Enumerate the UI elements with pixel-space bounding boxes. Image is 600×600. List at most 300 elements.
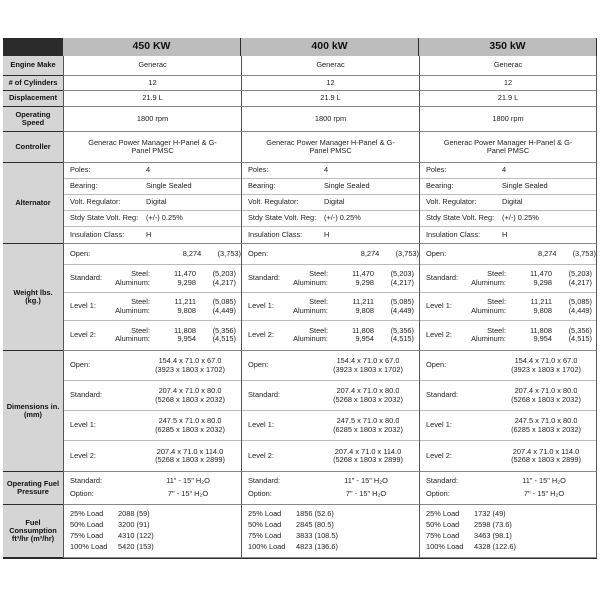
displacement-cell: 21.9 L [63, 91, 241, 107]
dimension-item [64, 381, 241, 411]
weight-lbs: 11,470 [351, 270, 374, 279]
weight-material-label: Aluminum: [115, 306, 150, 315]
weight-kg: (5,085) [212, 298, 236, 307]
weight-material-label: Aluminum: [471, 335, 506, 343]
weight-material-label: Steel: [487, 326, 506, 335]
fuel-consumption-cell [241, 505, 419, 558]
alternator-item [420, 195, 596, 211]
controller-cell [63, 132, 241, 163]
alternator-item [420, 227, 596, 243]
dimension-item [420, 441, 596, 471]
dimension-item [242, 411, 419, 441]
dimension-values [320, 357, 416, 374]
weight-values [466, 298, 592, 315]
alternator-cell [419, 163, 597, 244]
alternator-item-label: Stdy State Volt. Reg: [70, 214, 139, 223]
weight-line [110, 327, 236, 335]
fuel-consumption-cell [63, 505, 241, 558]
weight-lbs: 11,470 [173, 270, 196, 279]
fuel-consumption-item [420, 542, 596, 553]
cylinders-cell: 12 [241, 76, 419, 91]
alternator-item [64, 163, 241, 179]
weight-open [64, 245, 241, 265]
load-label: 75% Load [426, 532, 460, 541]
fuel-pressure-list [420, 475, 596, 501]
dimensions-cell [63, 351, 241, 472]
consumption-value: 4823 (136.6) [296, 543, 338, 552]
weight-lbs: 8,274 [537, 250, 557, 259]
dimensions-list [242, 351, 419, 471]
weight-material-label: Steel: [131, 270, 150, 279]
fuel-pressure-value: 11" - 15" H₂O [522, 477, 566, 486]
alternator-item-label: Volt. Regulator: [426, 198, 477, 207]
fuel-consumption-item [420, 520, 596, 531]
dimension-values [142, 387, 238, 404]
consumption-value: 3463 (98.1) [474, 532, 512, 541]
fuel-pressure-label: Standard: [248, 477, 281, 486]
alternator-item-value: 4 [146, 166, 151, 175]
weight-line [466, 298, 592, 306]
weight-lbs: 9,954 [533, 335, 552, 343]
weight-values [288, 327, 414, 344]
fuel-pressure-item [64, 488, 241, 501]
alternator-item-label: Volt. Regulator: [70, 198, 121, 207]
operating-speed-cell: 1800 rpm [241, 107, 419, 132]
weight-kg: (5,203) [390, 270, 414, 279]
controller-row [3, 132, 597, 163]
weight-values [288, 270, 414, 287]
weight-values [288, 298, 414, 315]
weight-lbs: 9,808 [533, 306, 552, 315]
dimension-in: 207.4 x 71.0 x 80.0 [514, 387, 578, 396]
dimension-mm: (5268 x 1803 x 2899) [155, 456, 225, 464]
fuel-pressure-value: 7" - 15" H₂O [345, 490, 387, 499]
alternator-item [64, 211, 241, 227]
weight-kg: (3,753) [572, 250, 596, 259]
dimension-in: 247.5 x 71.0 x 80.0 [336, 417, 400, 426]
weight-line [110, 307, 236, 315]
dimension-values [142, 417, 238, 434]
weight-material-label: Steel: [487, 298, 506, 307]
controller-value: Generac Power Manager H-Panel & G-Panel PMSC [88, 137, 217, 155]
dimension-item [420, 351, 596, 381]
alternator-item-value: Digital [502, 198, 523, 207]
alternator-item-label: Insulation Class: [70, 230, 125, 239]
load-label: 50% Load [426, 521, 460, 530]
weight-line [110, 279, 236, 287]
weight-lbs: 11,808 [351, 326, 374, 335]
weight-open [420, 245, 596, 265]
alternator-item-label: Volt. Regulator: [248, 198, 299, 207]
alternator-item-value: H [324, 230, 330, 239]
dimension-values [142, 357, 238, 374]
weight-level2 [420, 321, 596, 349]
fuel-pressure-label: Operating Fuel Pressure [3, 472, 63, 505]
weight-material-label: Steel: [487, 270, 506, 279]
weight-line [288, 327, 414, 335]
weight-line [288, 270, 414, 278]
fuel-pressure-row [3, 472, 597, 505]
dimension-in: 154.4 x 71.0 x 67.0 [336, 357, 400, 366]
fuel-pressure-item [420, 475, 596, 488]
fuel-pressure-item [64, 475, 241, 488]
dimensions-row [3, 351, 597, 472]
alternator-item-value: H [146, 230, 152, 239]
fuel-consumption-row [3, 505, 597, 558]
weight-kg: (4,515) [390, 335, 414, 343]
weight-list [420, 245, 596, 349]
fuel-pressure-list [242, 475, 419, 501]
weight-material-label: Aluminum: [471, 278, 506, 287]
dimension-mm: (6285 x 1803 x 2032) [333, 425, 403, 434]
fuel-consumption-list [242, 509, 419, 553]
alternator-item-label: Poles: [426, 166, 447, 175]
dimension-values [498, 417, 594, 434]
weight-line [288, 298, 414, 306]
fuel-pressure-label: Option: [70, 490, 94, 499]
alternator-item [64, 195, 241, 211]
dimension-item [242, 441, 419, 471]
load-label: 75% Load [248, 532, 282, 541]
engine-make-cell: Generac [241, 56, 419, 76]
dimension-item [420, 411, 596, 441]
alternator-item-value: Single Sealed [146, 182, 192, 191]
dimension-label: Level 1: [426, 421, 452, 430]
dimension-values [320, 448, 416, 465]
alternator-row [3, 163, 597, 244]
alternator-item [420, 163, 596, 179]
fuel-consumption-item [420, 531, 596, 542]
alternator-item-label: Bearing: [70, 182, 98, 191]
weight-material-label: Aluminum: [471, 306, 506, 315]
weight-line [466, 327, 592, 335]
alternator-item-label: Stdy State Volt. Reg: [426, 214, 495, 223]
weight-kg: (4,449) [568, 306, 592, 315]
dimension-label: Standard: [248, 391, 281, 400]
weight-values [466, 327, 592, 344]
alternator-item-label: Poles: [248, 166, 269, 175]
alternator-item [242, 227, 419, 243]
dimensions-list [420, 351, 596, 471]
fuel-pressure-value: 7" - 15" H₂O [167, 490, 209, 499]
dimension-item [242, 351, 419, 381]
alternator-item-value: 4 [324, 166, 329, 175]
dimension-item [64, 411, 241, 441]
fuel-consumption-list [64, 509, 241, 553]
operating-speed-cell: 1800 rpm [63, 107, 241, 132]
displacement-cell: 21.9 L [419, 91, 597, 107]
weight-line [466, 279, 592, 287]
weight-line [288, 335, 414, 343]
dimension-in: 247.5 x 71.0 x 80.0 [158, 417, 222, 426]
fuel-pressure-item [420, 488, 596, 501]
fuel-pressure-list [64, 475, 241, 501]
fuel-pressure-item [242, 475, 419, 488]
alternator-item [64, 227, 241, 243]
alternator-item-label: Poles: [70, 166, 91, 175]
weight-kg: (4,217) [212, 278, 236, 287]
weight-level-label: Standard: [70, 274, 103, 283]
dimensions-cell [419, 351, 597, 472]
cylinders-row [3, 76, 597, 91]
alternator-item-value: 4 [502, 166, 507, 175]
consumption-value: 4328 (122.6) [474, 543, 516, 552]
dimension-label: Level 2: [248, 451, 274, 460]
load-label: 100% Load [426, 543, 464, 552]
weight-lbs: 9,298 [533, 278, 552, 287]
weight-kg: (4,449) [212, 306, 236, 315]
weight-level-label: Level 2: [426, 330, 452, 339]
alternator-item [242, 211, 419, 227]
alternator-item-value: H [502, 230, 508, 239]
weight-line [466, 335, 592, 343]
weight-level-label: Standard: [248, 274, 281, 283]
dimension-in: 154.4 x 71.0 x 67.0 [158, 357, 222, 366]
weight-level-label: Standard: [426, 274, 459, 283]
alternator-item [242, 195, 419, 211]
dimension-mm: (3923 x 1803 x 1702) [333, 365, 403, 374]
dimension-in: 207.4 x 71.0 x 114.0 [156, 447, 224, 456]
consumption-value: 4310 (122) [118, 532, 154, 541]
consumption-value: 2598 (73.6) [474, 521, 512, 530]
dimension-in: 247.5 x 71.0 x 80.0 [514, 417, 578, 426]
weight-cell [63, 244, 241, 351]
load-label: 25% Load [248, 510, 282, 519]
load-label: 50% Load [248, 521, 282, 530]
alternator-item-value: (+/-) 0.25% [146, 214, 183, 223]
dimension-label: Standard: [426, 391, 459, 400]
cylinders-cell: 12 [63, 76, 241, 91]
weight-kg: (4,449) [390, 306, 414, 315]
dimension-label: Level 2: [70, 451, 96, 460]
weight-level-label: Level 2: [248, 330, 274, 339]
alternator-item-label: Insulation Class: [248, 230, 303, 239]
weight-lbs: 11,808 [529, 326, 552, 335]
fuel-consumption-item [242, 531, 419, 542]
weight-line [466, 307, 592, 315]
dimension-in: 207.4 x 71.0 x 114.0 [512, 447, 580, 456]
model-header: 350 kW [419, 38, 597, 56]
dimension-in: 154.4 x 71.0 x 67.0 [514, 357, 578, 366]
weight-cell [241, 244, 419, 351]
controller-cell [241, 132, 419, 163]
weight-kg: (4,217) [390, 278, 414, 287]
controller-value: Generac Power Manager H-Panel & G-Panel PMSC [443, 137, 573, 155]
controller-value: Generac Power Manager H-Panel & G-Panel PMSC [266, 137, 395, 155]
alternator-list [242, 163, 419, 243]
alternator-item [242, 179, 419, 195]
weight-list [242, 245, 419, 349]
weight-level1 [420, 293, 596, 321]
weight-lbs: 8,274 [360, 250, 380, 259]
weight-open-label: Open: [426, 250, 447, 259]
weight-standard [64, 265, 241, 293]
model-header: 400 kW [241, 38, 419, 56]
weight-material-label: Steel: [309, 270, 328, 279]
dimension-label: Standard: [70, 391, 103, 400]
dimension-item [420, 381, 596, 411]
fuel-pressure-label: Standard: [426, 477, 459, 486]
weight-lbs: 9,954 [355, 335, 374, 343]
fuel-consumption-cell [419, 505, 597, 558]
displacement-row [3, 91, 597, 107]
dimension-label: Level 1: [70, 421, 96, 430]
dimension-label: Open: [426, 361, 447, 370]
weight-lbs: 9,298 [177, 278, 196, 287]
dimension-values [142, 448, 238, 465]
dimension-mm: (6285 x 1803 x 2032) [511, 425, 581, 434]
fuel-consumption-item [64, 509, 241, 520]
weight-standard [420, 265, 596, 293]
load-label: 100% Load [70, 543, 108, 552]
weight-lbs: 11,470 [529, 270, 552, 279]
dimension-mm: (5268 x 1803 x 2032) [155, 395, 225, 404]
weight-line [466, 270, 592, 278]
dimension-values [498, 387, 594, 404]
weight-material-label: Steel: [131, 326, 150, 335]
weight-kg: (5,356) [568, 326, 592, 335]
dimension-mm: (3923 x 1803 x 1702) [511, 365, 581, 374]
fuel-consumption-item [242, 520, 419, 531]
weight-level-label: Level 1: [248, 302, 274, 311]
weight-kg: (4,217) [568, 278, 592, 287]
consumption-value: 5420 (153) [118, 543, 154, 552]
weight-open-label: Open: [70, 250, 91, 259]
dimension-item [64, 351, 241, 381]
weight-values [466, 270, 592, 287]
displacement-cell: 21.9 L [241, 91, 419, 107]
load-label: 100% Load [248, 543, 286, 552]
fuel-pressure-value: 11" - 15" H₂O [166, 477, 210, 486]
weight-kg: (5,203) [212, 270, 236, 279]
consumption-value: 1732 (49) [474, 510, 506, 519]
engine-make-label: Engine Make [3, 56, 63, 76]
weight-material-label: Steel: [131, 298, 150, 307]
displacement-label: Displacement [3, 91, 63, 107]
engine-make-cell: Generac [419, 56, 597, 76]
fuel-pressure-value: 7" - 15" H₂O [523, 490, 565, 499]
fuel-pressure-item [242, 488, 419, 501]
cylinders-label: # of Cylinders [3, 76, 63, 91]
dimension-mm: (3923 x 1803 x 1702) [155, 365, 225, 374]
weight-lbs: 9,954 [177, 335, 196, 343]
alternator-list [420, 163, 596, 243]
weight-level2 [242, 321, 419, 349]
weight-lbs: 11,211 [174, 298, 196, 307]
weight-label: Weight lbs. (kg.) [3, 244, 63, 351]
weight-level1 [242, 293, 419, 321]
dimension-mm: (5268 x 1803 x 2032) [333, 395, 403, 404]
weight-line [110, 270, 236, 278]
weight-lbs: 11,211 [352, 298, 374, 307]
dimension-mm: (6285 x 1803 x 2032) [155, 425, 225, 434]
weight-kg: (4,515) [568, 335, 592, 343]
weight-row [3, 244, 597, 351]
controller-label: Controller [3, 132, 63, 163]
weight-material-label: Aluminum: [115, 278, 150, 287]
alternator-item [242, 163, 419, 179]
alternator-list [64, 163, 241, 243]
fuel-consumption-item [64, 531, 241, 542]
weight-material-label: Aluminum: [115, 335, 150, 343]
dimensions-label: Dimensions in. (mm) [3, 351, 63, 472]
alternator-item-label: Insulation Class: [426, 230, 481, 239]
weight-lbs: 11,211 [530, 298, 552, 307]
alternator-item [420, 211, 596, 227]
fuel-pressure-label: Option: [426, 490, 450, 499]
weight-line [110, 335, 236, 343]
dimension-label: Level 1: [248, 421, 274, 430]
dimension-label: Open: [248, 361, 269, 370]
dimension-values [498, 448, 594, 465]
weight-kg: (3,753) [217, 250, 241, 259]
dimension-in: 207.4 x 71.0 x 80.0 [336, 387, 400, 396]
weight-line [288, 307, 414, 315]
fuel-pressure-cell [63, 472, 241, 505]
weight-level-label: Level 1: [426, 302, 452, 311]
fuel-pressure-cell [241, 472, 419, 505]
alternator-label: Alternator [3, 163, 63, 244]
weight-lbs: 9,298 [355, 278, 374, 287]
alternator-item-value: Digital [146, 198, 167, 207]
weight-kg: (3,753) [395, 250, 419, 259]
fuel-consumption-item [64, 520, 241, 531]
dimensions-cell [241, 351, 419, 472]
weight-lbs: 8,274 [182, 250, 202, 259]
alternator-cell [63, 163, 241, 244]
weight-material-label: Aluminum: [293, 335, 328, 343]
alternator-item-value: Single Sealed [502, 182, 548, 191]
alternator-item-value: (+/-) 0.25% [502, 214, 539, 223]
corner-header [3, 38, 63, 56]
dimension-in: 207.4 x 71.0 x 80.0 [158, 387, 222, 396]
weight-values [110, 298, 236, 315]
alternator-item-label: Bearing: [248, 182, 276, 191]
fuel-consumption-item [242, 509, 419, 520]
spec-table [3, 38, 597, 558]
weight-lbs: 11,808 [173, 326, 196, 335]
alternator-item-value: (+/-) 0.25% [324, 214, 361, 223]
cylinders-cell: 12 [419, 76, 597, 91]
fuel-consumption-list [420, 509, 596, 553]
weight-material-label: Aluminum: [293, 278, 328, 287]
dimensions-list [64, 351, 241, 471]
alternator-item-value: Digital [324, 198, 345, 207]
weight-kg: (5,356) [212, 326, 236, 335]
fuel-consumption-item [242, 542, 419, 553]
weight-standard [242, 265, 419, 293]
consumption-value: 1856 (52.6) [296, 510, 334, 519]
model-header: 450 KW [63, 38, 241, 56]
consumption-value: 2088 (59) [118, 510, 150, 519]
weight-material-label: Steel: [309, 298, 328, 307]
alternator-item-label: Stdy State Volt. Reg: [248, 214, 317, 223]
weight-kg: (5,356) [390, 326, 414, 335]
weight-level1 [64, 293, 241, 321]
load-label: 50% Load [70, 521, 104, 530]
operating-speed-row [3, 107, 597, 132]
operating-speed-cell: 1800 rpm [419, 107, 597, 132]
alternator-item-value: Single Sealed [324, 182, 370, 191]
engine-make-cell: Generac [63, 56, 241, 76]
dimension-mm: (5268 x 1803 x 2899) [333, 456, 403, 464]
fuel-consumption-item [64, 542, 241, 553]
load-label: 25% Load [426, 510, 460, 519]
load-label: 25% Load [70, 510, 104, 519]
weight-line [110, 298, 236, 306]
weight-open-label: Open: [248, 250, 269, 259]
dimension-mm: (5268 x 1803 x 2899) [511, 456, 581, 464]
